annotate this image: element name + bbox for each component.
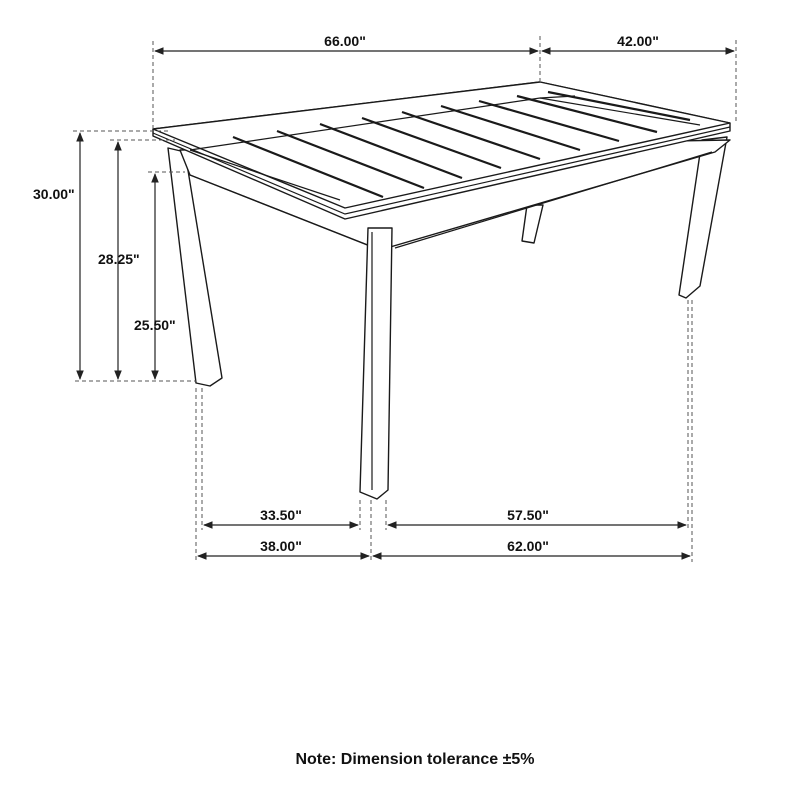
- table-drawing: [153, 82, 730, 499]
- label-outer-length: 62.00": [507, 538, 549, 554]
- label-leg-clearance: 25.50": [134, 317, 176, 333]
- label-overall-height: 30.00": [33, 186, 75, 202]
- label-inner-length: 57.50": [507, 507, 549, 523]
- label-top-depth: 42.00": [617, 33, 659, 49]
- label-inner-depth: 33.50": [260, 507, 302, 523]
- label-top-length: 66.00": [324, 33, 366, 49]
- label-outer-depth: 38.00": [260, 538, 302, 554]
- label-apron-height: 28.25": [98, 251, 140, 267]
- tolerance-note: Note: Dimension tolerance ±5%: [295, 751, 535, 768]
